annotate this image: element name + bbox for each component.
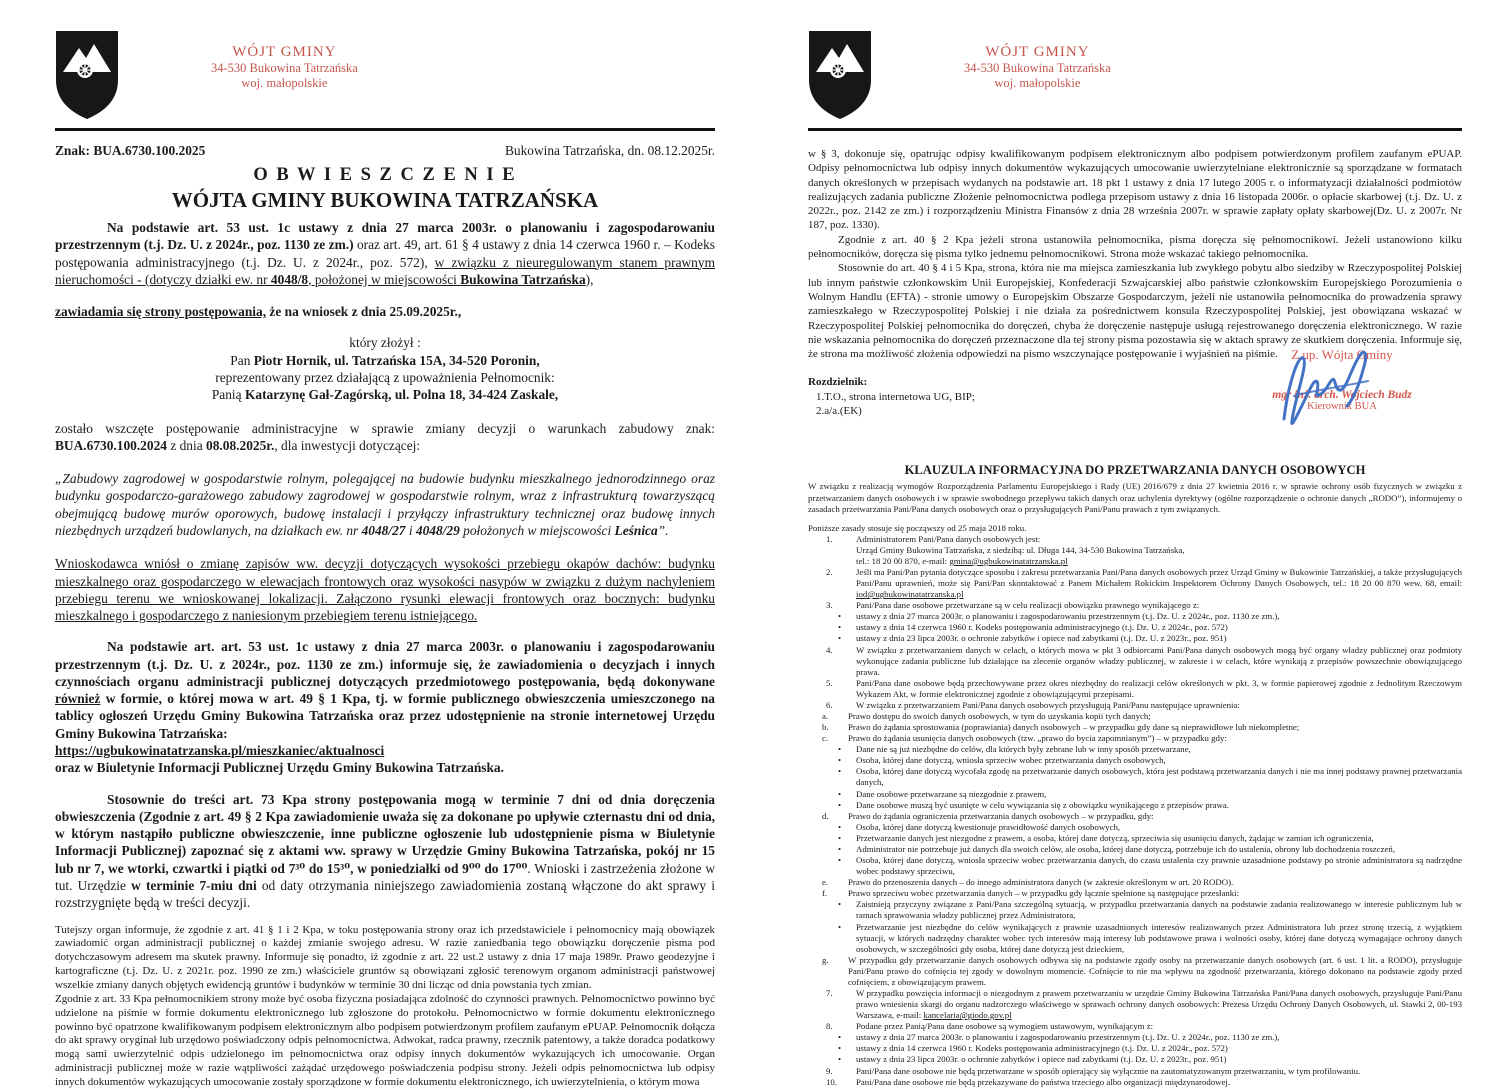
gdpr-effective-date: Poniższe zasady stosuje się począwszy od 25 maja 2018 roku. [808, 522, 1027, 533]
law-bullet: • ustawy z dnia 23 lipca 2003r. o ochronie zabytków i opiece nad zabytkami (t.j. Dz. U. z 2023r., poz. 951) [808, 1054, 1462, 1065]
applicant-block [55, 334, 715, 403]
bullet-icon [838, 833, 856, 844]
email-link[interactable]: kancelaria@giodo.gov.pl [923, 1010, 1012, 1021]
stamp-region: woj. małopolskie [994, 76, 1081, 90]
header-divider [808, 128, 1462, 131]
signer-name: mgr inż. arch. Wojciech Budz [1272, 389, 1412, 402]
gdpr-bullet: • Dane nie są już niezbędne do celów, dla których były zebrane lub w inny sposób przetwarzane, [808, 744, 1462, 755]
announcement-title: O B W I E S Z C Z E N I E [253, 165, 517, 185]
gdpr-item-6b: b. Prawo do żądania sprostowania (poprawiania) danych osobowych – w przypadku gdy dane są nieprawidłowe lub niekompletne; [822, 722, 1300, 733]
stamp-title: WÓJT GMINY [232, 44, 337, 60]
request-description: Wnioskodawca wniósł o zmianę zapisów ww. decyzji dotyczących wysokości przebiegu okapów dachów: budynku mieszkalnego oraz gospodarczego w elewacjach frontowych oraz wysokości nasypów w związku z dużym nachyleniem przebiegu terenu we wnioskowanej lokalizacji. Załączono rysunki elewacji frontowych oraz bocznych: budynku mieszkalnego i gospodarczego z naniesionym przebiegiem terenu istniejącego. [55, 556, 715, 624]
gdpr-item-3: 3. Pani/Pana dane osobowe przetwarzane są w celu realizacji obowiązku prawnego wynikającego z: [826, 600, 1200, 611]
gdpr-bullet: • Osoba, której dane dotyczą, wniosła sprzeciw wobec przetwarzania danych, do czasu ustalenia czy prawnie uzasadnione podstawy po stronie administratora są nadrzędne wobec podstawy sprzeciwu, [808, 855, 1462, 877]
law-bullet: • ustawy z dnia 27 marca 2003r. o planowaniu i zagospodarowaniu przestrzennym (t.j. Dz. U. z 2024r., poz. 1130 ze zm.), [808, 611, 1462, 622]
bullet-icon [838, 855, 856, 877]
gdpr-item-1: 1. Administratorem Pani/Pana danych osobowych jest: Urząd Gminy Bukowina Tatrzańska, z siedzibą: ul. Długa 144, 34-530 Bukowina Tatrzańska, tel.: 18 20 00 870, e-mail: gmina@ugbukowinatatrzanska.pl [826, 533, 1185, 566]
gdpr-item-6c: c. Prawo do żądania usunięcia danych osobowych (tzw. „prawo do bycia zapomnianym”) – w przypadku gdy: [822, 733, 1227, 744]
signing-authority: Z up. Wójta Gminy [1291, 347, 1393, 363]
gdpr-bullet: • Dane osobowe muszą być usunięte w celu wywiązania się z obowiązku wynikającego z przepisów prawa. [808, 800, 1462, 811]
gdpr-bullet: • Administrator nie potrzebuje już danych dla swoich celów, ale osoba, której dane dotyczą, potrzebuje ich do ustalenia, obrony lub dochodzenia roszczeń, [808, 844, 1462, 855]
distribution-item: 1.T.O., strona internetowa UG, BIP; [816, 390, 975, 403]
gdpr-item-6f: f. Prawo sprzeciwu wobec przetwarzania danych – w przypadku gdy łącznie spełnione są następujące przesłanki: [822, 888, 1240, 899]
gdpr-item-8: 8. Podane przez Panią/Pana dane osobowe są wymogiem ustawowym, wynikającym z: [826, 1021, 1154, 1032]
stamp-title: WÓJT GMINY [985, 44, 1090, 60]
legal-basis-paragraph: Na podstawie art. 53 ust. 1c ustawy z dnia 27 marca 2003r. o planowaniu i zagospodarowaniu przestrzennym (t.j. Dz. U. z 2024r., poz. 1130 ze zm.) oraz art. 49, art. 61 § 4 ustawy z dnia 14 czerwca 1960 r. – Kodeks postępowania administracyjnego (t.j. Dz. U. z 2024r., poz. 572), w związku z nieuregulowanym stanem prawnym nieruchomości - (dotyczy działki ew. nr 4048/8, położonej w miejscowości Bukowina Tatrzańska), [55, 220, 716, 287]
coat-of-arms [55, 30, 119, 120]
case-number: Znak: BUA.6730.100.2025 [55, 143, 206, 158]
gdpr-item-6d: d. Prawo do żądania ograniczenia przetwarzania danych osobowych – w przypadku, gdy: [822, 810, 1154, 821]
coat-of-arms [808, 30, 872, 120]
date-line: Bukowina Tatrzańska, dn. 08.12.2025r. [504, 143, 715, 158]
bullet-icon [838, 633, 856, 644]
bullet-icon [838, 800, 856, 811]
bullet-icon [838, 611, 856, 622]
law-bullet: • ustawy z dnia 23 lipca 2003r. o ochronie zabytków i opiece nad zabytkami (t.j. Dz. U. z 2023r., poz. 951) [808, 633, 1462, 644]
stamp-address: 34-530 Bukowina Tatrzańska [211, 61, 358, 75]
document-page-1 [55, 30, 715, 1090]
address-change-paragraph: Tutejszy organ informuje, że zgodnie z art. 41 § 1 i 2 Kpa, w toku postępowania strony oraz ich przedstawiciele i pełnomocnicy mają obowiązek zawiadomić organ administracji publicznej o każdej zmianie swojego adresu. W razie zaniedbania tego obowiązku doręczenie pisma pod dotychczasowym adresem ma skutek prawny. Informuje się ponadto, iż zgodnie z art. 22 ust.2 ustawy z dnia 17 maja 1989r. Prawo geodezyjne i kartograficzne (t.j. Dz. U. z 2021r. poz. 1990 ze zm.) właściciele gruntów są obowiązani zgłosić terenowym organom administracji państwowej wszelkie zmiany danych objętych ewidencją gruntów i budynków w terminie 30 dni licząc od dnia powstania tych zmian. [55, 923, 715, 991]
foreign-party-paragraph: Stosownie do art. 40 § 4 i 5 Kpa, strona, która nie ma miejsca zamieszkania lub zwykłego pobytu albo siedziby w Rzeczypospolitej Polskiej lub innym państwie członkowskim Unii Europejskiej, Konfederacji Szwajcarskiej albo państwie członkowskim Europejskiego Porozumienia o Wolnym Handlu (EFTA) - stronie umowy o Europejskim Obszarze Gospodarczym, jeżeli nie ustanowiła pełnomocnika do prowadzenia sprawy zamieszkałego w Rzeczypospolitej Polskiej i nie działa za pośrednictwem konsula Rzeczypospolitej Polskiej, jest obowiązana wskazać w Rzeczypospolitej Polskiej pełnomocnika do doręczeń, chyba że doręczenie następuje usługą rejestrowanego doręczenia elektronicznego. W razie nie wskazania pełnomocnika do doręczeń przeznaczone dla tej strony pisma pozostawia się w aktach sprawy ze skutkiem doręczenia. Informuje się, że strona ma możliwość złożenia odpowiedzi na pismo wszczynające postępowanie i wyjaśnień na piśmie. [808, 262, 1462, 361]
gdpr-item-7: 7. W przypadku powzięcia informacji o niezgodnym z prawem przetwarzaniu w urzędzie Gminy Bukowina Tatrzańska Pani/Pana danych osobowych, przysługuje Pani/Panu prawo wniesienia skargi do organu nadzorczego właściwego w sprawach ochrony danych osobowych: Prezesa Urzędu Ochrony Danych Osobowych, ul. Stawki 2, 00-193 Warszawa, e-mail: kancelaria@giodo.gov.pl [826, 987, 1462, 1021]
gdpr-item-6e: e. Prawo do przenoszenia danych – do innego administratora danych (w zakresie określonym w art. 20 RODO). [822, 877, 1234, 888]
gdpr-item-9: 9. Pani/Pana dane osobowe nie będą przetwarzane w sposób opierający się wyłącznie na zautomatyzowanym przetwarzaniu, w tym profilowaniu. [826, 1065, 1361, 1076]
authority-title: WÓJTA GMINY BUKOWINA TATRZAŃSKA [171, 188, 599, 212]
investment-description: „Zabudowy zagrodowej w gospodarstwie rolnym, polegającej na budowie budynku mieszkalnego jednorodzinnego oraz budynku gospodarczo-garażowego zabudowy zagrodowej w gospodarstwie rolnym, wraz z infrastrukturą towarzyszącą obejmującą budowę murów oporowych, budowę instalacji i przyłączy infrastruktury technicznej oraz budowę innych niezbędnych urządzeń budowlanych, na działkach ew. nr 4048/27 i 4048/29 położonych w miejscowości Leśnica”. [55, 471, 715, 538]
handwritten-signature [1250, 341, 1400, 433]
attorney-paragraph: Zgodnie z art. 33 Kpa pełnomocnikiem strony może być osoba fizyczna posiadająca zdolność do czynności prawnych. Pełnomocnictwo powinno być udzielone na piśmie w formie dokumentu elektronicznego lub zgłoszone do protokołu. Pełnomocnictwo w formie dokumentu elektronicznego powinno być opatrzone kwalifikowanym podpisem elektronicznym albo podpisem potwierdzonym profilem zaufanym ePUAP. Pełnomocnik dołącza do akt sprawy oryginał lub urzędowo poświadczony odpis pełnomocnictwa. Adwokat, radca prawny, rzecznik patentowy, a także doradca podatkowy mogą sami uwierzytelnić odpis udzielonego im pełnomocnictwa oraz odpisy innych dokumentów wykazujących ich umocowanie. Organ administracji publicznej może w razie wątpliwości zażądać urzędowego poświadczenia podpisu strony. Jeżeli odpis pełnomocnictwa lub odpisy innych dokumentów wykazujących umocowanie zostały sporządzone w formie dokumentu elektronicznego, ich uwierzytelnienia, o którym mowa [55, 992, 715, 1089]
gdpr-item-6g: g. W przypadku gdy przetwarzanie danych osobowych odbywa się na podstawie zgody osoby na przetwarzanie danych osobowych (art. 6 ust. 1 lit. a RODO), przysługuje Pani/Panu prawo do cofnięcia tej zgody w dowolnym momencie. Cofnięcie to nie ma wpływu na zgodność przetwarzania, którego dokonano na podstawie zgody przed cofnięciem, z obowiązującym prawem. [822, 954, 1462, 987]
signature-block [1222, 347, 1462, 412]
bullet-icon [838, 789, 856, 800]
bullet-icon [838, 744, 856, 755]
bullet-icon [838, 822, 856, 833]
service-paragraph: Zgodnie z art. 40 § 2 Kpa jeżeli strona ustanowiła pełnomocnika, pisma doręcza się pełnomocnikowi. Jeżeli ustanowiono kilku pełnomocników, doręcza się pisma tylko jednemu pełnomocnikowi. Strona może wskazać takiego pełnomocnika. [808, 233, 1462, 261]
email-link[interactable]: iod@ugbukowinatatrzanska.pl [856, 589, 964, 600]
applicant-name: Pan Piotr Hornik, ul. Tatrzańska 15A, 34-520 Poronin, [230, 352, 540, 368]
distribution-item: 2.a/a.(EK) [816, 405, 862, 418]
notification-line: zawiadamia się strony postępowania, że na wniosek z dnia 25.09.2025r., [55, 304, 462, 320]
gdpr-item-6: 6. W związku z przetwarzaniem Pani/Pana danych osobowych przysługują Pani/Panu następujące uprawnienia: [826, 699, 1240, 710]
gdpr-bullet: • Osoba, której dane dotyczą wycofała zgodę na przetwarzanie danych osobowych, która jest podstawą przetwarzania danych i nie ma innej podstawy prawnej przetwarzania danych, [808, 766, 1462, 788]
bullet-icon [838, 899, 856, 921]
gdpr-item-2: 2. Jeśli ma Pani/Pan pytania dotyczące sposobu i zakresu przetwarzania Pani/Pana danych osobowych przez Urząd Gminy w Bukowinie Tatrzańskiej, a także przysługujących Pani/Panu uprawnień, może się Pani/Pan skontaktować z Panem Michałem Rokickim Inspektorem Ochrony Danych Osobowych, tel.: 18 20 00 870 wew. 68, email: iod@ugbukowinatatrzanska.pl [826, 567, 1462, 600]
inspection-paragraph: Stosownie do treści art. 73 Kpa strony postępowania mogą w terminie 7 dni od dnia doręczenia obwieszczenia (Zgodnie z art. 49 § 2 Kpa zawiadomienie uważa się za dokonane po upływie czternastu dni od dnia, w którym nastąpiło publiczne obwieszczenie, inne publiczne ogłoszenie lub udostępnienie pisma w Biuletynie Informacji Publicznej) zapoznać się z aktami ww. sprawy w Urzędzie Gminy Bukowina Tatrzańska, pokój nr 15 lub nr 7, we wtorki, czwartki i piątki od 7³⁰ do 15³⁰, w poniedziałki od 9⁰⁰ do 17⁰⁰. Wnioski i zastrzeżenia złożone w tut. Urzędzie w terminie 7-miu dni od daty otrzymania niniejszego zawiadomienia zostaną włączone do akt sprawy i rozstrzygnięte będą w treści decyzji. [55, 791, 716, 911]
document-page-2 [808, 30, 1462, 1088]
bullet-icon [838, 844, 856, 855]
gdpr-item-10: 10. Pani/Pana dane osobowe nie będą przekazywane do państwa trzeciego albo organizacji międzynarodowej. [826, 1076, 1231, 1087]
representative-name: Panią Katarzynę Gał-Zagórską, ul. Polna 18, 34-424 Zaskale, [211, 387, 559, 403]
bullet-icon [838, 922, 856, 955]
header-divider [55, 128, 715, 131]
gdpr-bullet: • Dane osobowe przetwarzane są niezgodnie z prawem, [808, 789, 1462, 800]
gdpr-item-6a: a. Prawo dostępu do swoich danych osobowych, w tym do uzyskania kopii tych danych; [822, 711, 1151, 722]
applicant-intro: który złożył : [349, 335, 421, 351]
stamp-address: 34-530 Bukowina Tatrzańska [964, 61, 1111, 75]
gdpr-title: KLAUZULA INFORMACYJNA DO PRZETWARZANIA DANYCH OSOBOWYCH [904, 463, 1366, 478]
continuation-paragraph: w § 3, dokonuje się, opatrując odpisy kwalifikowanym podpisem elektronicznym albo podpisem potwierdzonym profilem zaufanym ePUAP. Odpisy pełnomocnictwa lub odpisy innych dokumentów wykazujących umocowanie uwierzytelniane elektronicznie są sporządzane w formatach danych określonych w przepisach wydanych na podstawie art. 18 pkt 1 ustawy z dnia 17 lutego 2005 r. o informatyzacji działalności podmiotów realizujących zadania publiczne Złożenie pełnomocnictwa podlega przepisom ustawy z dnia 16 listopada 2006r. o opłacie skarbowej (t.j. Dz. U. z 2022r., poz. 2142 ze zm.) i rozporządzeniu Ministra Finansów z dnia 28 września 2007r. w sprawie zapłaty opłaty skarbowej(Dz. U. z 2007r. Nr 187, poz. 1330). [808, 148, 1462, 232]
bullet-icon [838, 766, 856, 788]
gdpr-intro: W związku z realizacją wymogów Rozporządzenia Parlamentu Europejskiego i Rady (UE) 2016/679 z dnia 27 kwietnia 2016 r. w sprawie ochrony osób fizycznych w związku z przetwarzaniem danych osobowych i w sprawie swobodnego przepływu takich danych oraz uchylenia dyrektywy (ogólne rozporządzenie o ochronie danych „RODO”), informujemy o zasadach przetwarzania Pani/Pana danych osobowych oraz o przysługujących Pani/Panu prawach z tym związanych. [808, 481, 1462, 514]
law-bullet: • ustawy z dnia 14 czerwca 1960 r. Kodeks postępowania administracyjnego (t.j. Dz. U. z 2024r., poz. 572) [808, 622, 1462, 633]
stamp-region: woj. małopolskie [241, 76, 328, 90]
signer-role: Kierownik BUA [1307, 401, 1377, 413]
gdpr-bullet: • Zaistnieją przyczyny związane z Pani/Pana szczególną sytuacją, w przypadku przetwarzania danych na podstawie zadania realizowanego w interesie publicznym lub w ramach sprawowania władzy publicznej przez Administratora, [808, 899, 1462, 921]
office-stamp [964, 44, 1111, 91]
gdpr-bullet: • Osoba, której dane dotyczą kwestionuje prawidłowość danych osobowych, [808, 822, 1462, 833]
bullet-icon [838, 1032, 856, 1043]
email-link[interactable]: gmina@ugbukowinatatrzanska.pl [949, 555, 1068, 566]
proceeding-paragraph: zostało wszczęte postępowanie administracyjne w sprawie zmiany decyzji o warunkach zabudowy znak: BUA.6730.100.2024 z dnia 08.08.2025r., dla inwestycji dotyczącej: [55, 420, 715, 453]
notice-form-paragraph: Na podstawie art. art. 53 ust. 1c ustawy z dnia 27 marca 2003r. o planowaniu i zagospodarowaniu przestrzennym (t.j. Dz. U. z 2024r., poz. 1130 ze zm.) informuje się, że zawiadomienia o decyzjach i innych czynnościach organu administracji publicznej dotyczących przedmiotowego postępowania, będą dokonywane również w formie, o której mowa w art. 49 § 1 Kpa, tj. w formie publicznego obwieszczenia umieszczonego na tablicy ogłoszeń Urzędu Gminy Bukowina Tatrzańska oraz przez udostępnienie na stronie internetowej Urzędu Gminy Bukowina Tatrzańska: https://ugbukowinatatrzanska.pl/mieszkaniec/aktualnosci oraz w Biuletynie Informacji Publicznej Urzędu Gminy Bukowina Tatrzańska. [55, 639, 715, 776]
signature-area [808, 347, 1462, 461]
representative-intro: reprezentowany przez działającą z upoważnienia Pełnomocnik: [215, 369, 555, 385]
gdpr-bullet: • Przetwarzanie jest niezbędne do celów wynikających z prawnie uzasadnionych interesów realizowanych przez Administratora lub przez stronę trzecią, z wyjątkiem sytuacji, w których nadrzędny charakter wobec tych interesów mają interesy lub podstawowe prawa i wolności osoby, której dane dotyczą wymagające ochrony danych osobowych, w szczególności gdy osoba, której dane dotyczą jest dzieckiem, [808, 922, 1462, 955]
letterhead [808, 30, 1462, 122]
website-link[interactable]: https://ugbukowinatatrzanska.pl/mieszkaniec/aktualnosci [55, 743, 385, 759]
gdpr-item-4: 4. W związku z przetwarzaniem danych w celach, o których mowa w pkt 3 odbiorcami Pani/Pana danych osobowych mogą być organy władzy publicznej oraz podmioty wykonujące zadania publiczne lub działające na zlecenie organów władzy publicznej, w zakresie i w celach, które wynikają z przepisów powszechnie obowiązującego prawa. [826, 644, 1462, 677]
gdpr-item-5: 5. Pani/Pana dane osobowe będą przechowywane przez okres niezbędny do realizacji celów określonych w pkt. 3, w formie papierowej zgodnie z Jednolitym Rzeczowym Wykazem Akt, w formie elektronicznej zgodnie z obowiązującymi przepisami. [826, 677, 1462, 699]
distribution-title: Rozdzielnik: [808, 376, 868, 389]
office-stamp [211, 44, 358, 91]
gdpr-bullet: • Przetwarzanie danych jest niezgodne z prawem, a osoba, której dane dotyczą, sprzeciwia się usunięciu danych, żądając w zamian ich ograniczenia, [808, 833, 1462, 844]
gdpr-bullet: • Osoba, której dane dotyczą, wniosła sprzeciw wobec przetwarzania danych osobowych, [808, 755, 1462, 766]
law-bullet: • ustawy z dnia 27 marca 2003r. o planowaniu i zagospodarowaniu przestrzennym (t.j. Dz. U. z 2024r., poz. 1130 ze zm.), [808, 1032, 1462, 1043]
bullet-icon [838, 755, 856, 766]
letterhead [55, 30, 715, 122]
bullet-icon [838, 622, 856, 633]
law-bullet: • ustawy z dnia 14 czerwca 1960 r. Kodeks postępowania administracyjnego (t.j. Dz. U. z 2024r., poz. 572) [808, 1043, 1462, 1054]
bullet-icon [838, 1043, 856, 1054]
